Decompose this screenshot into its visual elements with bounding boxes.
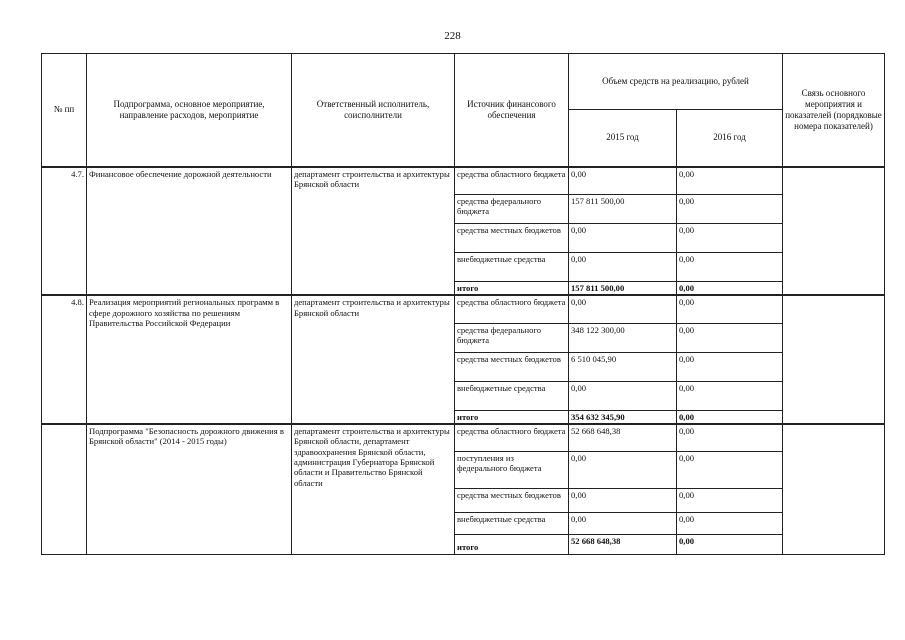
total-label: итого xyxy=(455,534,569,554)
amount-y2016: 0,00 xyxy=(677,195,783,224)
table-row xyxy=(42,167,885,195)
amount-y2016: 0,00 xyxy=(677,410,783,424)
amount-y2016: 0,00 xyxy=(677,381,783,410)
header-num: № пп xyxy=(42,54,87,167)
amount-y2015: 354 632 345,90 xyxy=(569,410,677,424)
indicator-link xyxy=(783,167,885,296)
amount-y2015: 157 811 500,00 xyxy=(569,195,677,224)
funding-source: средства областного бюджета xyxy=(455,295,569,323)
amount-y2015: 0,00 xyxy=(569,451,677,488)
indicator-link xyxy=(783,424,885,554)
table-row xyxy=(42,295,885,323)
amount-y2015: 0,00 xyxy=(569,253,677,282)
amount-y2015: 0,00 xyxy=(569,224,677,253)
table-row xyxy=(42,424,885,451)
amount-y2015: 348 122 300,00 xyxy=(569,323,677,352)
amount-y2016: 0,00 xyxy=(677,451,783,488)
total-label: итого xyxy=(455,410,569,424)
item-executor: департамент строительства и архитектуры Брянской области xyxy=(292,295,455,424)
amount-y2016: 0,00 xyxy=(677,295,783,323)
funding-source: средства федерального бюджета xyxy=(455,195,569,224)
amount-y2015: 6 510 045,90 xyxy=(569,352,677,381)
funding-source: внебюджетные средства xyxy=(455,253,569,282)
amount-y2015: 52 668 648,38 xyxy=(569,424,677,451)
amount-y2015: 0,00 xyxy=(569,295,677,323)
header-link: Связь основного мероприятия и показателей (порядковые номера показателей) xyxy=(783,54,885,167)
funding-source: внебюджетные средства xyxy=(455,512,569,534)
table-header xyxy=(42,54,885,167)
amount-y2016: 0,00 xyxy=(677,323,783,352)
item-name: Реализация мероприятий региональных программ в сфере дорожного хозяйства по решениям Правительства Российской Федерации xyxy=(87,295,292,424)
header-year-2016: 2016 год xyxy=(677,110,783,167)
indicator-link xyxy=(783,295,885,424)
amount-y2015: 0,00 xyxy=(569,488,677,512)
amount-y2016: 0,00 xyxy=(677,424,783,451)
table-body xyxy=(42,167,885,555)
funding-source: средства федерального бюджета xyxy=(455,323,569,352)
page-number: 228 xyxy=(444,30,461,42)
item-name: Финансовое обеспечение дорожной деятельности xyxy=(87,167,292,296)
funding-source: средства местных бюджетов xyxy=(455,224,569,253)
amount-y2016: 0,00 xyxy=(677,512,783,534)
funding-source: средства областного бюджета xyxy=(455,424,569,451)
funding-source: средства местных бюджетов xyxy=(455,352,569,381)
item-name: Подпрограмма "Безопасность дорожного движения в Брянской области" (2014 - 2015 годы) xyxy=(87,424,292,554)
item-number: 4.8. xyxy=(42,295,87,424)
header-executor: Ответственный исполнитель, соисполнители xyxy=(292,54,455,167)
budget-table xyxy=(41,53,885,555)
amount-y2016: 0,00 xyxy=(677,282,783,296)
amount-y2015: 0,00 xyxy=(569,381,677,410)
amount-y2016: 0,00 xyxy=(677,534,783,554)
item-executor: департамент строительства и архитектуры Брянской области xyxy=(292,167,455,296)
funding-source: внебюджетные средства xyxy=(455,381,569,410)
amount-y2015: 52 668 648,38 xyxy=(569,534,677,554)
header-source: Источник финансового обеспечения xyxy=(455,54,569,167)
amount-y2016: 0,00 xyxy=(677,224,783,253)
amount-y2016: 0,00 xyxy=(677,167,783,195)
amount-y2015: 157 811 500,00 xyxy=(569,282,677,296)
item-executor: департамент строительства и архитектуры Брянской области, департамент здравоохранения Брянской области, администрация Губернатора Брянской области и Правительство Брянской области xyxy=(292,424,455,554)
funding-source: средства местных бюджетов xyxy=(455,488,569,512)
amount-y2016: 0,00 xyxy=(677,488,783,512)
funding-source: поступления из федерального бюджета xyxy=(455,451,569,488)
funding-source: средства областного бюджета xyxy=(455,167,569,195)
item-number xyxy=(42,424,87,554)
header-volume: Объем средств на реализацию, рублей xyxy=(569,54,783,110)
header-program: Подпрограмма, основное мероприятие, направление расходов, мероприятие xyxy=(87,54,292,167)
amount-y2015: 0,00 xyxy=(569,512,677,534)
total-label: итого xyxy=(455,282,569,296)
item-number: 4.7. xyxy=(42,167,87,296)
header-year-2015: 2015 год xyxy=(569,110,677,167)
amount-y2016: 0,00 xyxy=(677,253,783,282)
amount-y2015: 0,00 xyxy=(569,167,677,195)
amount-y2016: 0,00 xyxy=(677,352,783,381)
